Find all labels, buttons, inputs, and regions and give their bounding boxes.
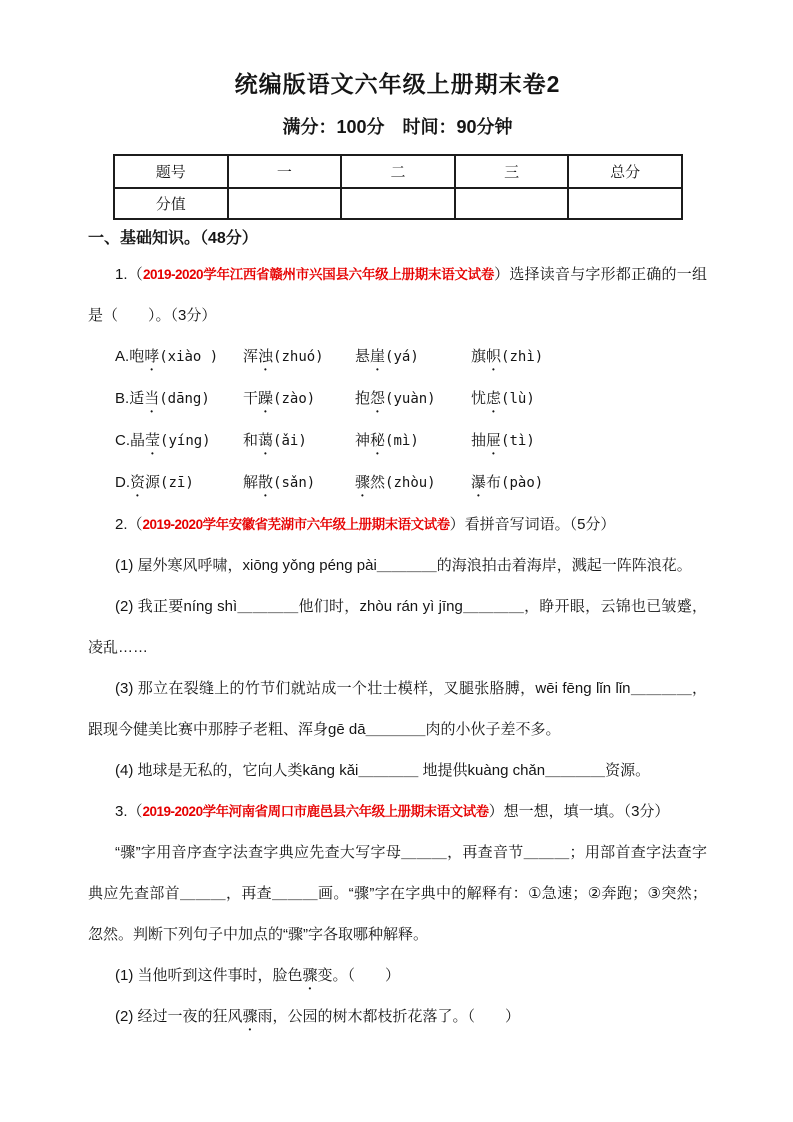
question-1-option-b (115, 378, 707, 420)
question-2-item-4: (4) 地球是无私的，它向人类kāng kǎi＿＿＿＿ 地提供kuàng chǎn＿＿＿＿资源。 (115, 762, 651, 779)
option-word: A.咆哮(xiào ) (115, 348, 219, 365)
question-1-stem-text: ）选择读音与字形都正确的一组是（ ）。（3分） (88, 266, 707, 324)
option-pinyin: (sǎn) (273, 475, 316, 491)
option-word: D.资源(zī) (115, 474, 194, 491)
question-2-item-2: (2) 我正要níng shì＿＿＿＿他们时，zhòu rán yì jīng＿＿＿＿，睁开眼，云锦也已皱蹙，凌乱…… (88, 598, 707, 656)
question-1-number: 1.（ (115, 266, 143, 283)
option-pinyin: (pào) (501, 475, 544, 491)
option-pinyin: (zhòu) (385, 475, 436, 491)
question-3-item-2: (2) 经过一夜的狂风骤雨，公园的树木都枝折花落了。（ ） (115, 1008, 521, 1025)
option-word: 浑浊(zhuó) (243, 348, 324, 365)
option-word: C.晶莹(yíng) (115, 432, 211, 449)
question-3 (88, 791, 707, 1037)
option-word: 悬崖(yá) (355, 348, 419, 365)
question-2-item-1: (1) 屋外寒风呼啸，xiōng yǒng péng pài＿＿＿＿的海浪拍击着海岸，溅起一阵阵浪花。 (115, 557, 692, 574)
option-pinyin: (zhuó) (273, 349, 324, 365)
question-1-option-d (115, 462, 707, 504)
option-word: 忧虑(lù) (471, 390, 535, 407)
question-1-stem (88, 254, 707, 336)
question-2-number: 2.（ (115, 516, 143, 533)
option-word: 瀑布(pào) (471, 474, 544, 491)
score-table-header-cell: 题号 (114, 155, 228, 188)
option-pinyin: (lù) (501, 391, 535, 407)
score-table-header-row (114, 155, 682, 188)
option-word: B.适当(dāng) (115, 390, 210, 407)
score-table-value-cell (341, 188, 455, 219)
page-subtitle: 满分：100分 时间：90分钟 (282, 117, 513, 137)
question-2 (88, 504, 707, 791)
question-1-option-a (115, 336, 707, 378)
question-1 (88, 254, 707, 504)
question-3-stem-text: ）想一想，填一填。（3分） (488, 803, 670, 820)
option-pinyin: (xiào ) (159, 349, 219, 365)
score-table-value-row (114, 188, 682, 219)
option-word: 解散(sǎn) (243, 474, 316, 491)
option-pinyin: (zī) (160, 475, 194, 491)
score-table-header-cell: 总分 (568, 155, 682, 188)
option-word: 旗帜(zhì) (471, 348, 544, 365)
option-word: 抱怨(yuàn) (355, 390, 436, 407)
score-table-value-cell (568, 188, 682, 219)
option-pinyin: (yuàn) (385, 391, 436, 407)
option-word: 神秘(mì) (355, 432, 419, 449)
option-word: 干躁(zào) (243, 390, 316, 407)
option-pinyin: (zhì) (501, 349, 544, 365)
option-pinyin: (tì) (501, 433, 535, 449)
score-table-value-cell (455, 188, 569, 219)
question-3-stem (88, 791, 707, 832)
question-3-number: 3.（ (115, 803, 143, 820)
option-pinyin: (mì) (385, 433, 419, 449)
score-table-header-cell: 一 (228, 155, 342, 188)
question-2-stem (88, 504, 707, 545)
page-title: 统编版语文六年级上册期末卷2 (234, 71, 561, 97)
option-pinyin: (dāng) (159, 391, 210, 407)
question-2-source: 2019-2020学年安徽省芜湖市六年级上册期末语文试卷 (142, 517, 450, 532)
option-word: 抽屉(tì) (471, 432, 535, 449)
option-pinyin: (ǎi) (273, 433, 307, 449)
score-table (113, 154, 683, 220)
score-table-header-cell: 三 (455, 155, 569, 188)
question-1-source: 2019-2020学年江西省赣州市兴国县六年级上册期末语文试卷 (142, 267, 495, 282)
option-pinyin: (zào) (273, 391, 316, 407)
question-3-body: “骤”字用音序查字法查字典应先查大写字母＿＿＿，再查音节＿＿＿；用部首查字法查字典应先查部首＿＿＿，再查＿＿＿画。“骤”字在字典中的解释有：①急速；②奔跑；③突然；忽然。判断下列句子中加点的“骤”字各取哪种解释。 (88, 844, 707, 943)
score-table-label-cell: 分值 (114, 188, 228, 219)
score-table-header-cell: 二 (341, 155, 455, 188)
question-2-stem-text: ）看拼音写词语。（5分） (449, 516, 616, 533)
section-heading: 一、基础知识。（48分） (88, 230, 258, 247)
question-1-option-c (115, 420, 707, 462)
option-word: 骤然(zhòu) (355, 474, 436, 491)
question-3-source: 2019-2020学年河南省周口市鹿邑县六年级上册期末语文试卷 (142, 804, 489, 819)
question-3-item-1: (1) 当他听到这件事时，脸色骤变。（ ） (115, 967, 401, 984)
option-pinyin: (yíng) (160, 433, 211, 449)
question-2-item-3: (3) 那立在裂缝上的竹节们就站成一个壮士模样，叉腿张胳膊，wēi fēng lǐn lǐn＿＿＿＿，跟现今健美比赛中那脖子老粗、浑身gē dā＿＿＿＿肉的小伙子差不多。 (88, 680, 707, 738)
option-word: 和蔼(ǎi) (243, 432, 307, 449)
score-table-value-cell (228, 188, 342, 219)
option-pinyin: (yá) (385, 349, 419, 365)
